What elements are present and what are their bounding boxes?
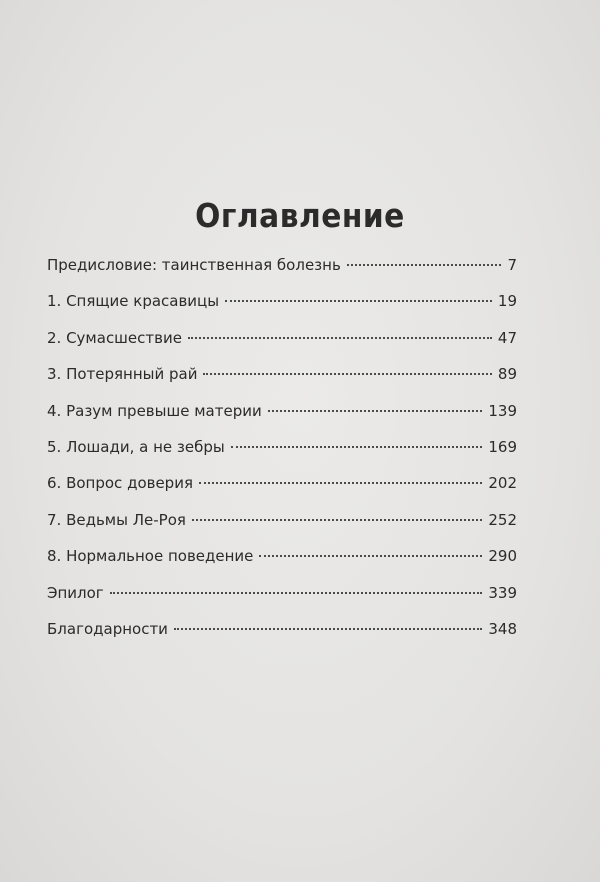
- toc-entry-chapter-1: [47, 292, 517, 328]
- toc-entry-page-number: 339: [488, 583, 517, 602]
- toc-entry-preface: [47, 256, 517, 292]
- toc-entry-label: Эпилог: [47, 583, 104, 602]
- dot-leader: [188, 337, 492, 339]
- page-title: Оглавление: [195, 196, 405, 235]
- toc-entry-label: 2. Сумасшествие: [47, 328, 182, 347]
- dot-leader: [192, 519, 482, 521]
- toc-entry-chapter-7: [47, 511, 517, 547]
- toc-entry-chapter-4: [47, 402, 517, 438]
- dot-leader: [110, 592, 483, 594]
- toc-entry-label: 4. Разум превыше материи: [47, 401, 262, 420]
- dot-leader: [203, 373, 491, 375]
- toc-entry-label: 3. Потерянный рай: [47, 365, 198, 384]
- toc-entry-page-number: 7: [507, 256, 517, 274]
- table-of-contents: [47, 256, 517, 656]
- toc-entry-label: 1. Спящие красавицы: [47, 292, 220, 311]
- toc-entry-page-number: 252: [488, 510, 517, 529]
- toc-entry-page-number: 290: [488, 547, 517, 566]
- toc-entry-page-number: 139: [488, 401, 517, 420]
- toc-entry-chapter-3: [47, 365, 517, 401]
- toc-entry-page-number: 348: [488, 619, 517, 638]
- toc-entry-label: 6. Вопрос доверия: [47, 474, 193, 493]
- dot-leader: [347, 264, 502, 266]
- toc-entry-page-number: 169: [488, 437, 517, 456]
- toc-entry-chapter-2: [47, 329, 517, 365]
- dot-leader: [225, 300, 492, 302]
- toc-entry-chapter-5: [47, 438, 517, 474]
- toc-entry-chapter-8: [47, 547, 517, 583]
- toc-entry-acknowledgements: [47, 620, 517, 656]
- dot-leader: [268, 410, 483, 412]
- toc-entry-label: Благодарности: [47, 619, 168, 638]
- dot-leader: [199, 482, 482, 484]
- dot-leader: [231, 446, 483, 448]
- toc-entry-epilogue: [47, 584, 517, 620]
- toc-entry-label: 8. Нормальное поведение: [47, 547, 254, 566]
- toc-entry-page-number: 19: [497, 292, 517, 311]
- toc-entry-label: 5. Лошади, а не зебры: [47, 437, 225, 456]
- dot-leader: [259, 555, 482, 557]
- dot-leader: [174, 628, 482, 630]
- toc-entry-label: 7. Ведьмы Ле-Роя: [47, 510, 186, 529]
- toc-entry-page-number: 202: [488, 474, 517, 493]
- toc-entry-page-number: 89: [497, 365, 517, 384]
- toc-entry-page-number: 47: [497, 328, 517, 347]
- toc-entry-chapter-6: [47, 474, 517, 510]
- toc-entry-label: Предисловие: таинственная болезнь: [47, 256, 341, 274]
